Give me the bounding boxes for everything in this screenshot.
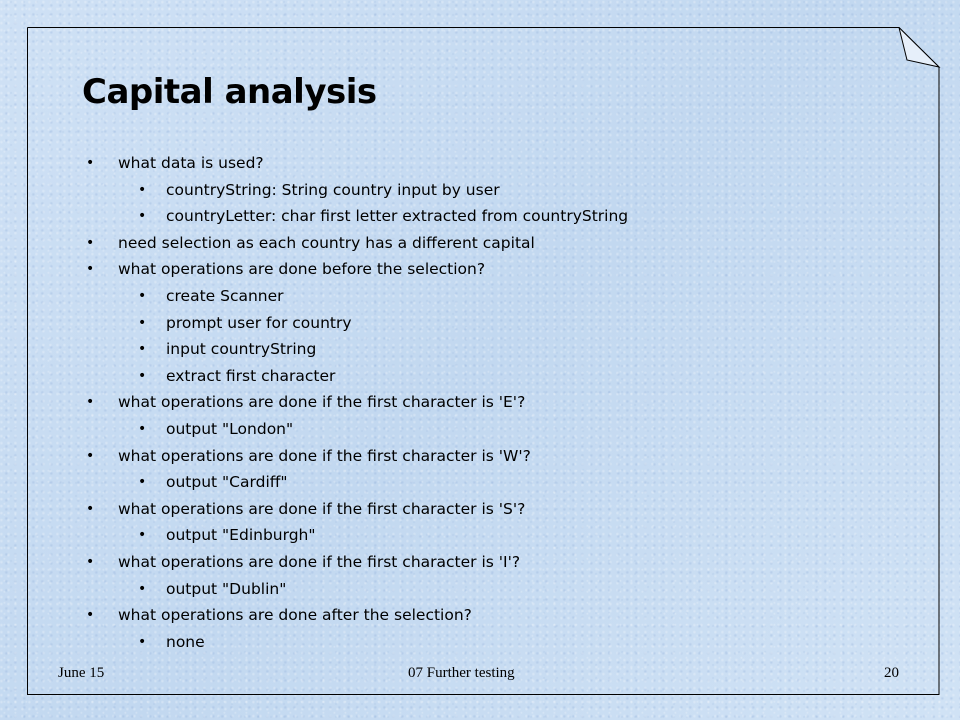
bullet-dot: • <box>138 421 147 437</box>
bullet-dot: • <box>86 501 95 517</box>
bullet-dot: • <box>86 448 95 464</box>
slide-title: Capital analysis <box>82 72 377 112</box>
bullet-dot: • <box>86 554 95 570</box>
bullet-dot: • <box>138 474 147 490</box>
sub-bullet-item <box>138 313 352 333</box>
bullet-text: what operations are done if the first character is 'W'? <box>118 447 531 465</box>
footer-title: 07 Further testing <box>408 665 515 681</box>
page-curl-frame <box>27 27 941 695</box>
bullet-text: what operations are done if the first character is 'E'? <box>118 393 526 411</box>
bullet-text: what operations are done if the first character is 'I'? <box>118 553 521 571</box>
bullet-text: what operations are done if the first character is 'S'? <box>118 500 526 518</box>
bullet-text: output "Cardiff" <box>166 473 288 491</box>
bullet-dot: • <box>138 208 147 224</box>
bullet-dot: • <box>138 288 147 304</box>
bullet-dot: • <box>138 527 147 543</box>
bullet-dot: • <box>138 315 147 331</box>
bullet-text: prompt user for country <box>166 314 352 332</box>
bullet-item <box>86 499 526 519</box>
bullet-text: what operations are done before the selection? <box>118 260 486 278</box>
page-number: 20 <box>884 665 899 681</box>
bullet-item <box>86 153 264 173</box>
bullet-text: need selection as each country has a different capital <box>118 234 535 252</box>
bullet-text: what data is used? <box>118 154 264 172</box>
bullet-text: output "London" <box>166 420 294 438</box>
slide-frame <box>27 27 939 693</box>
bullet-dot: • <box>138 341 147 357</box>
bullet-dot: • <box>86 607 95 623</box>
bullet-text: what operations are done after the selection? <box>118 606 472 624</box>
sub-bullet-item <box>138 632 205 652</box>
sub-bullet-item <box>138 472 288 492</box>
bullet-dot: • <box>138 634 147 650</box>
sub-bullet-item <box>138 525 316 545</box>
bullet-text: create Scanner <box>166 287 284 305</box>
bullet-item <box>86 605 472 625</box>
footer-date: June 15 <box>58 665 105 681</box>
sub-bullet-item <box>138 286 284 306</box>
bullet-text: countryLetter: char first letter extracted from countryString <box>166 207 629 225</box>
sub-bullet-item <box>138 579 287 599</box>
bullet-text: input countryString <box>166 340 317 358</box>
bullet-item <box>86 233 535 253</box>
sub-bullet-item <box>138 180 500 200</box>
bullet-dot: • <box>138 581 147 597</box>
bullet-dot: • <box>86 261 95 277</box>
bullet-dot: • <box>138 182 147 198</box>
bullet-dot: • <box>86 394 95 410</box>
sub-bullet-item <box>138 339 317 359</box>
bullet-text: countryString: String country input by user <box>166 181 500 199</box>
sub-bullet-item <box>138 206 629 226</box>
bullet-dot: • <box>86 235 95 251</box>
bullet-item <box>86 259 486 279</box>
bullet-item <box>86 446 531 466</box>
bullet-dot: • <box>86 155 95 171</box>
bullet-dot: • <box>138 368 147 384</box>
bullet-text: output "Edinburgh" <box>166 526 316 544</box>
bullet-item <box>86 552 521 572</box>
bullet-text: output "Dublin" <box>166 580 287 598</box>
folded-corner <box>899 28 939 68</box>
bullet-text: extract first character <box>166 367 336 385</box>
sub-bullet-item <box>138 366 336 386</box>
bullet-item <box>86 392 526 412</box>
sub-bullet-item <box>138 419 294 439</box>
bullet-text: none <box>166 633 205 651</box>
